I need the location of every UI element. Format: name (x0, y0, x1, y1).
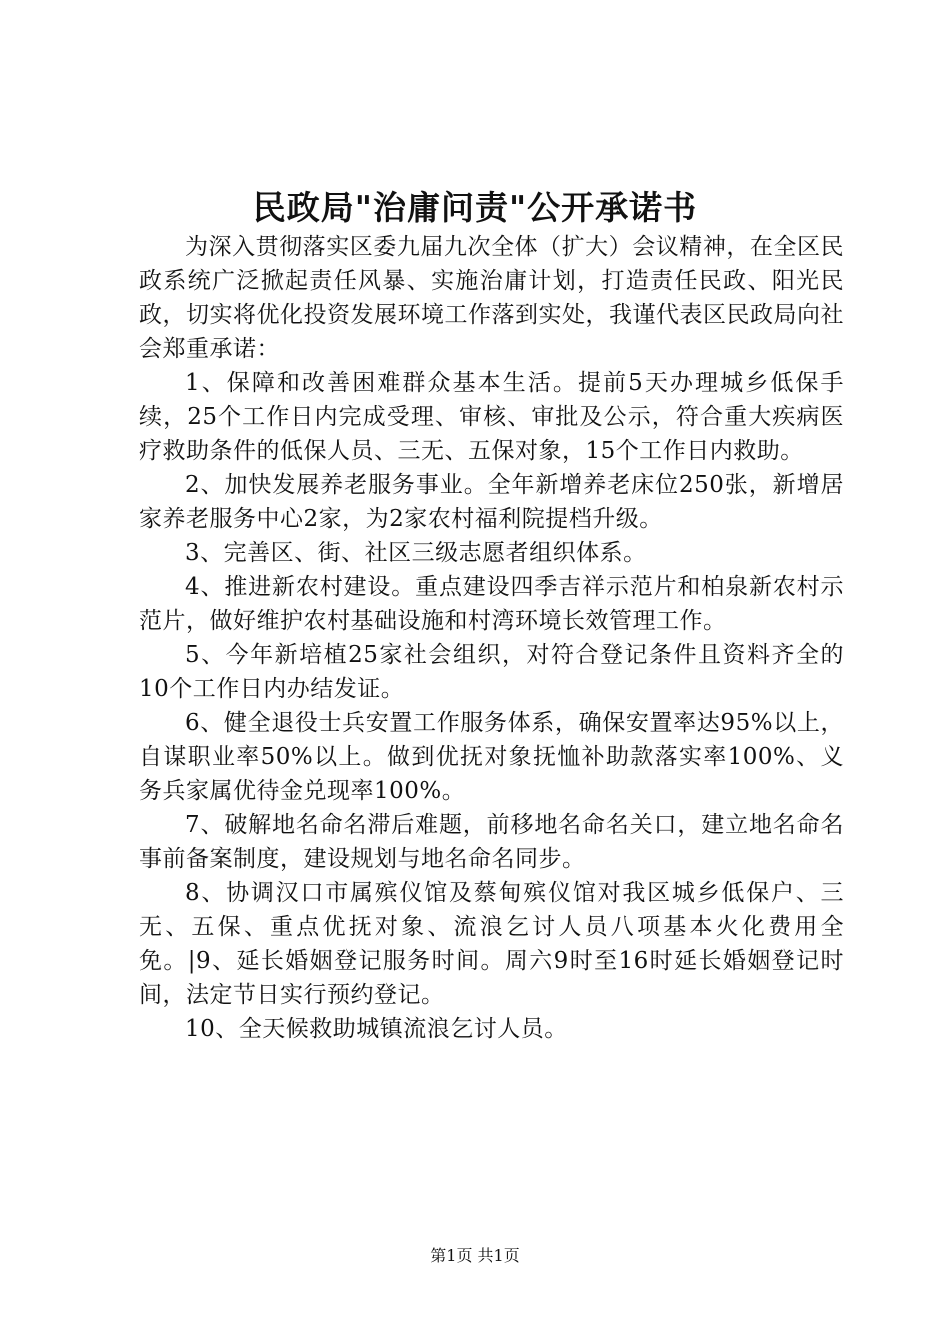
page-footer: 第1页 共1页 (430, 1246, 520, 1265)
document-body (139, 230, 844, 1046)
commitment-item-5: 5、今年新培植25家社会组织，对符合登记条件且资料齐全的10个工作日内办结发证。 (139, 642, 844, 702)
intro-paragraph: 为深入贯彻落实区委九届九次全体（扩大）会议精神，在全区民政系统广泛掀起责任风暴、实施治庸计划，打造责任民政、阳光民政，切实将优化投资发展环境工作落到实处，我谨代表区民政局向社会郑重承诺： (139, 234, 844, 362)
commitment-item-1: 1、保障和改善困难群众基本生活。提前5天办理城乡低保手续，25个工作日内完成受理、审核、审批及公示，符合重大疾病医疗救助条件的低保人员、三无、五保对象，15个工作日内救助。 (139, 370, 844, 464)
commitment-item-8-9: 8、协调汉口市属殡仪馆及蔡甸殡仪馆对我区城乡低保户、三无、五保、重点优抚对象、流浪乞讨人员八项基本火化费用全免。|9、延长婚姻登记服务时间。周六9时至16时延长婚姻登记时间，法定节日实行预约登记。 (139, 880, 844, 1008)
commitment-item-2: 2、加快发展养老服务事业。全年新增养老床位250张，新增居家养老服务中心2家，为2家农村福利院提档升级。 (139, 472, 844, 532)
commitment-item-3: 3、完善区、街、社区三级志愿者组织体系。 (185, 540, 647, 566)
commitment-item-7: 7、破解地名命名滞后难题，前移地名命名关口，建立地名命名事前备案制度，建设规划与地名命名同步。 (139, 812, 844, 872)
commitment-item-4: 4、推进新农村建设。重点建设四季吉祥示范片和柏泉新农村示范片，做好维护农村基础设施和村湾环境长效管理工作。 (139, 574, 844, 634)
commitment-item-6: 6、健全退役士兵安置工作服务体系，确保安置率达95%以上，自谋职业率50%以上。做到优抚对象抚恤补助款落实率100%、义务兵家属优待金兑现率100%。 (139, 710, 844, 804)
document-title: 民政局"治庸问责"公开承诺书 (252, 188, 698, 227)
commitment-item-10: 10、全天候救助城镇流浪乞讨人员。 (185, 1016, 568, 1042)
